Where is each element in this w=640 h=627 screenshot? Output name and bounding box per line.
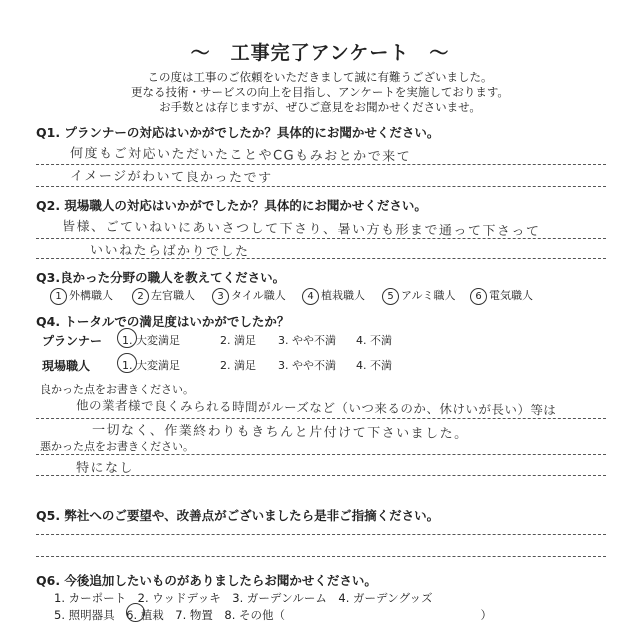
choice-text: 左官職人 [151,289,195,302]
choice-number: 2 [132,288,149,305]
divider [36,556,606,557]
q3-option-1[interactable] [50,287,113,305]
q2-answer-line-1: 皆様、ごていねいにあいさつして下さり、暑い方も形まで通って下さって [61,219,541,240]
good-points-line-2: 一切なく、作業終わりもきちんと片付けて下さいました。 [91,423,469,442]
planner-row-label: プランナー [42,334,103,348]
intro-line-3: お手数とは存じますが、ぜひご意見をお聞かせくださいませ。 [159,100,481,114]
choice-text: 植栽職人 [321,289,365,302]
q3-option-2[interactable] [132,287,195,305]
choice-number: 6 [470,288,487,305]
craftsman-choice-4[interactable]: 4. 不満 [356,359,392,372]
q6-options-line-2[interactable]: 5. 照明器具 6. 植栽 7. 物置 8. その他（ ） [54,608,493,622]
choice-number: 1 [50,288,67,305]
divider [36,258,606,259]
survey-title: ～ 工事完了アンケート ～ [190,42,450,64]
q5-label: Q5. 弊社へのご要望や、改善点がございましたら是非ご指摘ください。 [36,508,440,523]
planner-choice-2[interactable]: 2. 満足 [220,334,256,347]
q6-options-line-1[interactable]: 1. カーポート 2. ウッドデッキ 3. ガーデンルーム 4. ガーデングッズ [54,591,433,605]
divider [36,186,606,187]
bad-points-label: 悪かった点をお書きください。 [40,440,194,453]
craftsman-choice-2[interactable]: 2. 満足 [220,359,256,372]
q3-option-3[interactable] [212,287,286,305]
intro-line-2: 更なる技術・サービスの向上を目指し、アンケートを実施しております。 [131,85,509,99]
planner-choice-3[interactable]: 3. やや不満 [278,334,336,347]
choice-text: 電気職人 [489,289,533,302]
choice-number: 5 [382,288,399,305]
selection-circle [126,603,145,622]
good-points-label: 良かった点をお書きください。 [40,383,194,396]
q1-answer-line-2: イメージがわいて良かったです [69,168,273,187]
selection-circle [117,353,137,373]
craftsman-row-label: 現場職人 [42,359,91,373]
q1-answer-line-1: 何度もご対応いただいたことやCGもみおとかで来て [69,146,412,165]
q3-option-4[interactable] [302,287,365,305]
q2-label: Q2. 現場職人の対応はいかがでしたか？具体的にお聞かせください。 [36,198,427,213]
craftsman-choice-1[interactable]: 1. 大変満足 [122,359,180,372]
planner-choice-4[interactable]: 4. 不満 [356,334,392,347]
q3-option-6[interactable] [470,287,533,305]
q3-label: Q3.良かった分野の職人を教えてください。 [36,270,286,285]
intro-line-1: この度は工事のご依頼をいただきまして誠に有難うございました。 [147,70,493,84]
choice-text: 外構職人 [69,289,113,302]
q3-option-5[interactable] [382,287,456,305]
good-points-line-1: 他の業者様で良くみられる時間がルーズなど（いつ来るのか、休けいが長い）等は [75,397,557,418]
choice-number: 4 [302,288,319,305]
choice-text: タイル職人 [231,289,286,302]
choice-number: 3 [212,288,229,305]
divider [36,534,606,535]
q2-answer-line-2: いいねたらばかりでした [89,243,250,260]
planner-choice-1[interactable]: 1. 大変満足 [122,334,180,347]
q1-label: Q1. プランナーの対応はいかがでしたか？具体的にお聞かせください。 [36,125,440,140]
q6-label: Q6. 今後追加したいものがありましたらお聞かせください。 [36,573,377,588]
divider [36,454,606,455]
q4-label: Q4. トータルでの満足度はいかがでしたか？ [36,314,290,329]
selection-circle [117,328,137,348]
craftsman-choice-3[interactable]: 3. やや不満 [278,359,336,372]
divider [36,475,606,476]
choice-text: アルミ職人 [401,289,456,302]
bad-points-answer: 特になし [75,460,135,477]
